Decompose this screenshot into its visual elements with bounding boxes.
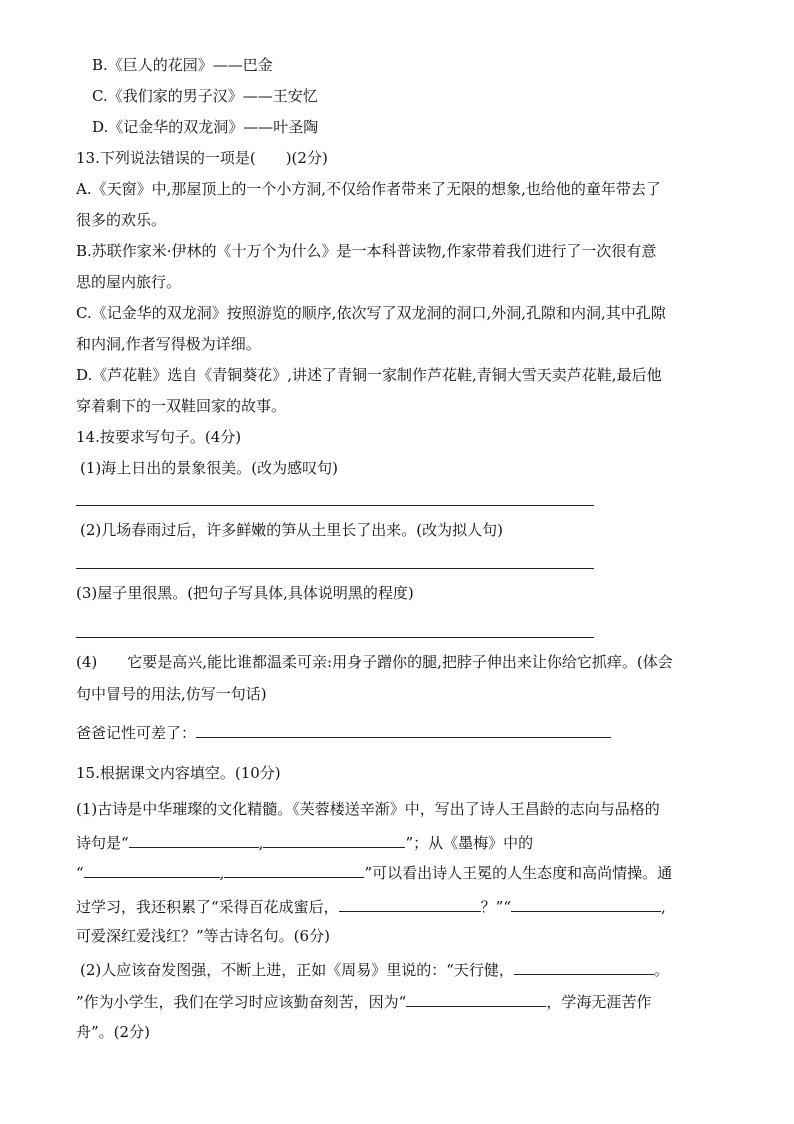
q15-part1-line1: (1)古诗是中华璀璨的文化精髓。《芙蓉楼送辛渐》中，写出了诗人王昌龄的志向与品格的 [76,800,660,818]
q13-title: 13.下列说法错误的一项是( )(2分) [76,149,328,167]
q13-option-a-line2: 很多的欢乐。 [76,211,167,229]
q13-option-c-line1: C.《记金华的双龙洞》按照游览的顺序,依次写了双龙洞的洞口,外洞,孔隙和内洞,其中孔隙 [76,304,666,322]
q13-option-b-line2: 思的屋内旅行。 [76,273,182,291]
q15-blank-5[interactable] [339,896,481,912]
q15-text: 诗句是“ [76,834,129,852]
q15-part1-line3 [76,862,672,882]
q14-answer-line-2[interactable] [76,568,594,569]
q13-option-b-line1: B.苏联作家米·伊林的《十万个为什么》是一本科普读物,作家带着我们进行了一次很有意 [76,242,657,260]
q14-answer-line-3[interactable] [76,637,594,638]
q14-title: 14.按要求写句子。(4分) [76,428,242,446]
q15-text: ，学海无涯苦作 [546,993,652,1011]
q15-part2-line3: 舟”。(2分) [76,1023,150,1041]
q14-sentence-4-answer [76,722,611,742]
q14-sentence-1: (1)海上日出的景象很美。(改为感叹句) [80,459,338,477]
q15-text: 。 [653,961,669,979]
q13-option-d-line2: 穿着剩下的一双鞋回家的故事。 [76,397,287,415]
q13-option-a-line1: A.《天窗》中,那屋顶上的一个小方洞,不仅给作者带来了无限的想象,也给他的童年带去了 [76,180,661,198]
q14-sentence-4-line1: (4) 它要是高兴,能比谁都温柔可亲:用身子蹭你的腿,把脖子伸出来让你给它抓痒。(体会 [76,653,673,671]
q15-part1-line2 [76,832,533,852]
q15-text: ”可以看出诗人王冕的人生态度和高尚情操。通 [364,864,673,882]
q15-text: 过学习，我还积累了“采得百花成蜜后， [76,898,339,916]
q15-title: 15.根据课文内容填空。(10分) [76,764,281,782]
q15-text: , [661,898,666,916]
q14-sentence-3: (3)屋子里很黑。(把句子写具体,具体说明黑的程度) [76,584,414,602]
q14-sentence-4-line2: 句中冒号的用法,仿写一句话) [76,685,267,703]
q15-text: “ [76,864,84,882]
q15-part1-line5: 可爱深红爱浅红？”等古诗名句。(6分) [76,927,330,945]
q15-text: ”作为小学生，我们在学习时应该勤奋刻苦，因为“ [76,993,407,1011]
q14-answer-blank[interactable] [196,722,611,738]
q15-blank-7[interactable] [514,959,654,975]
q15-blank-1[interactable] [129,832,259,848]
q14-answer-line-1[interactable] [76,505,594,506]
q15-blank-2[interactable] [263,832,405,848]
q15-text: ？”“ [480,898,512,916]
q12-option-c: C.《我们家的男子汉》——王安忆 [92,87,318,105]
q15-part2-line2 [76,991,651,1011]
q15-part2-line1 [80,959,669,979]
q12-option-d: D.《记金华的双龙洞》——叶圣陶 [92,118,319,136]
q15-blank-8[interactable] [406,991,546,1007]
q15-blank-3[interactable] [84,862,220,878]
q12-option-b: B.《巨人的花园》——巴金 [92,56,273,74]
q15-text: , [219,864,225,882]
q14-answer-prompt: 爸爸记性可差了： [76,724,197,742]
q15-blank-4[interactable] [224,862,364,878]
q13-option-d-line1: D.《芦花鞋》选自《青铜葵花》,讲述了青铜一家制作芦花鞋,青铜大雪天卖芦花鞋,最后他 [76,366,662,384]
q15-part1-line4 [76,896,666,916]
q14-sentence-2: (2)几场春雨过后，许多鲜嫩的笋从土里长了出来。(改为拟人句) [80,521,503,539]
q15-text: , [258,834,264,852]
q15-text: ”；从《墨梅》中的 [405,834,534,852]
q15-text: (2)人应该奋发图强，不断上进，正如《周易》里说的：“天行健， [80,961,514,979]
q15-blank-6[interactable] [511,896,661,912]
q13-option-c-line2: 和内洞,作者写得极为详细。 [76,335,261,353]
